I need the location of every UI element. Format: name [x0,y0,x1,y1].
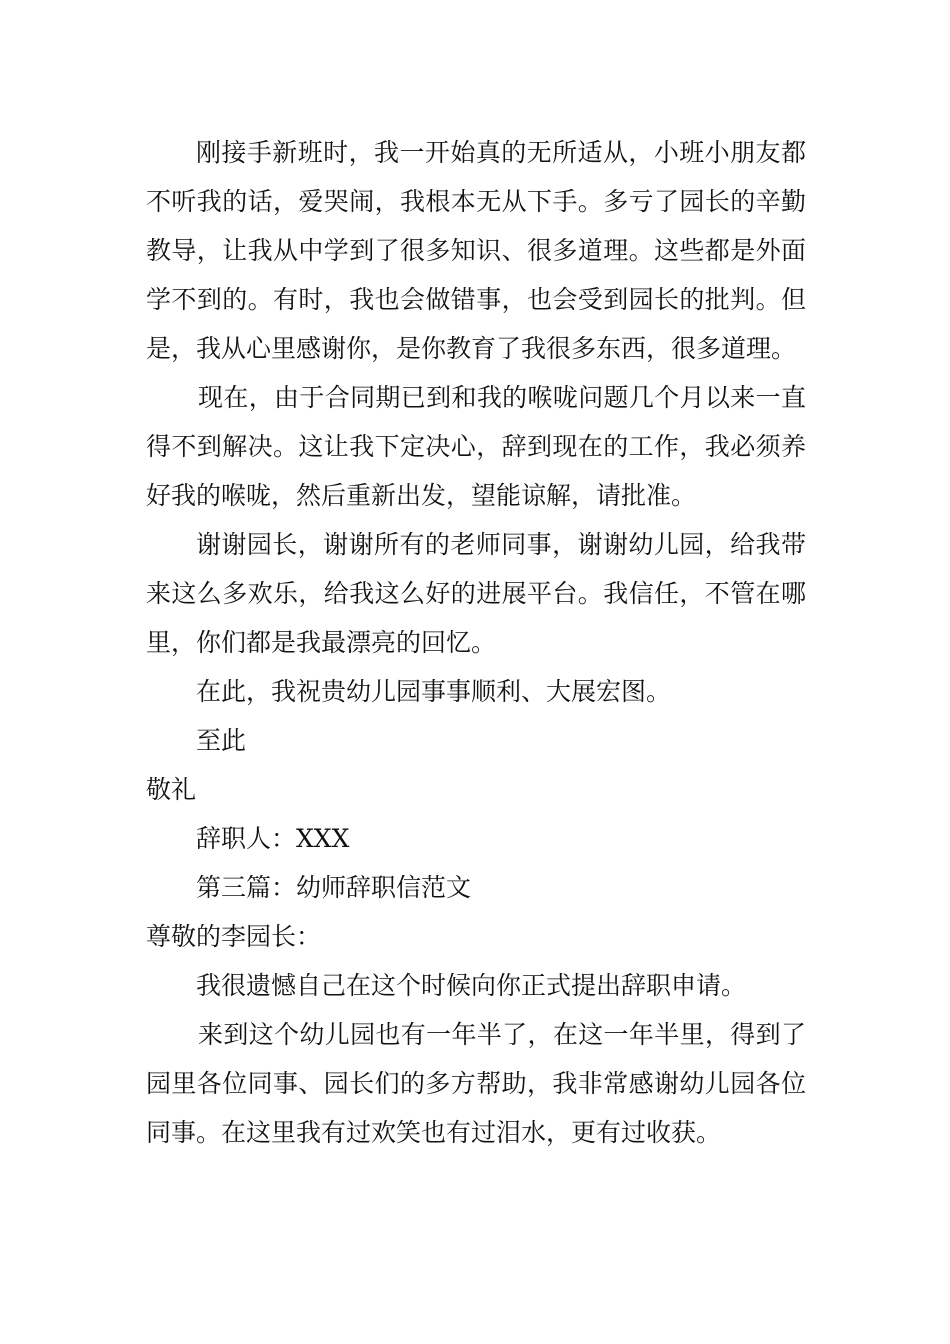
document-body [146,128,806,1157]
paragraph-gratitude: 刚接手新班时，我一开始真的无所适从，小班小朋友都不听我的话，爱哭闹，我根本无从下手。多亏了园长的辛勤教导，让我从中学到了很多知识、很多道理。这些都是外面学不到的。有时，我也会做错事，也会受到园长的批判。但是，我从心里感谢你，是你教育了我很多东西，很多道理。 [146,138,806,363]
paragraph-wishes: 在此，我祝贵幼儿园事事顺利、大展宏图。 [196,677,672,706]
paragraph-experience: 来到这个幼儿园也有一年半了，在这一年半里，得到了园里各位同事、园长们的多方帮助，我非常感谢幼儿园各位同事。在这里我有过欢笑也有过泪水，更有过收获。 [146,1020,806,1147]
paragraph-thanks: 谢谢园长，谢谢所有的老师同事，谢谢幼儿园，给我带来这么多欢乐，给我这么好的进展平台。我信任，不管在哪里，你们都是我最漂亮的回忆。 [146,530,806,657]
salutation: 尊敬的李园长： [146,922,322,951]
closing-phrase: 至此 [196,726,247,755]
section-heading: 第三篇：幼师辞职信范文 [196,873,472,902]
paragraph-intro: 我很遗憾自己在这个时候向你正式提出辞职申请。 [196,971,747,1000]
closing-salute: 敬礼 [146,775,197,804]
signature-line: 辞职人：XXX [196,824,350,853]
paragraph-reason: 现在，由于合同期已到和我的喉咙问题几个月以来一直得不到解决。这让我下定决心，辞到现在的工作，我必须养好我的喉咙，然后重新出发，望能谅解，请批准。 [146,383,806,510]
